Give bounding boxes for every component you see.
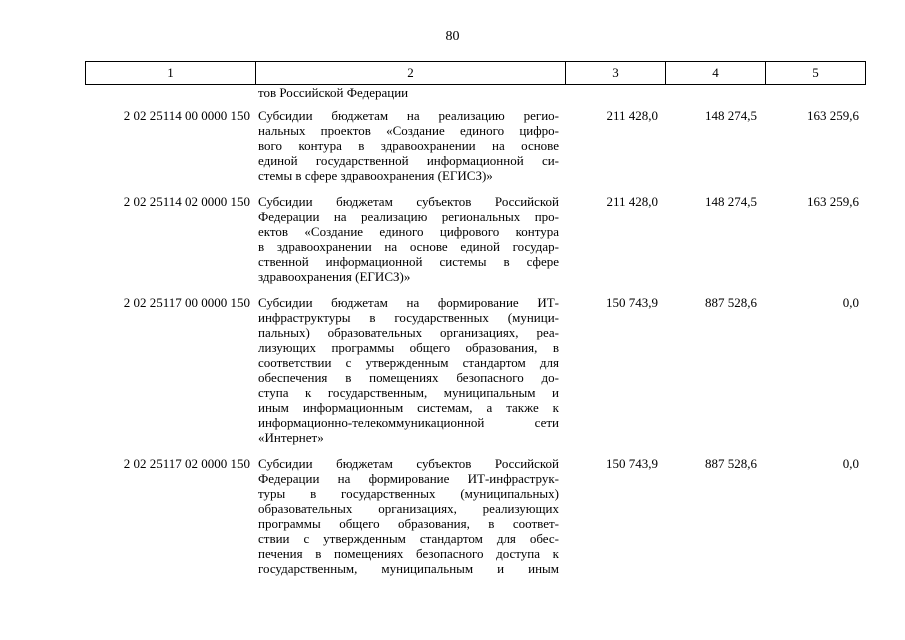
cell-value-4 (665, 85, 765, 100)
name-line: Федерации на формирование ИТ-инфраструк- (258, 471, 559, 486)
name-line: стемы в сфере здравоохранения (ЕГИСЗ)» (258, 168, 493, 183)
name-line: Федерации на реализацию региональных про- (258, 209, 559, 224)
name-line: пальных) образовательных организациях, реа- (258, 325, 559, 340)
name-line: тов Российской Федерации (258, 85, 409, 100)
table-row (85, 108, 865, 183)
name-line: печения в помещениях безопасного доступа к (258, 546, 559, 561)
name-line: «Интернет» (258, 430, 324, 445)
cell-value-4: 887 528,6 (705, 295, 757, 310)
name-line: Субсидии бюджетам субъектов Российской (258, 456, 559, 471)
cell-name (255, 456, 565, 576)
name-line: ствии с утвержденным стандартом для обес- (258, 531, 559, 546)
name-line: ственной информационной системы в сфере (258, 254, 559, 269)
cell-code: 2 02 25114 00 0000 150 (123, 108, 250, 123)
cell-code: 2 02 25117 02 0000 150 (123, 456, 250, 471)
column-number-1: 1 (86, 62, 256, 85)
cell-value-3 (565, 85, 665, 100)
name-line: туры в государственных (муниципальных) (258, 486, 559, 501)
cell-name (255, 108, 565, 183)
name-line: лизующих программы общего образования, в (258, 340, 559, 355)
cell-name (255, 194, 565, 284)
column-number-3: 3 (566, 62, 666, 85)
cell-value-3: 150 743,9 (606, 456, 658, 471)
cell-name (255, 295, 565, 445)
cell-value-4: 148 274,5 (705, 108, 757, 123)
cell-value-3: 211 428,0 (606, 194, 658, 209)
cell-value-5: 163 259,6 (807, 108, 859, 123)
table-row (85, 194, 865, 284)
name-line: государственным, муниципальным и иным (258, 561, 559, 576)
cell-code: 2 02 25117 00 0000 150 (123, 295, 250, 310)
name-line: ступа к государственным, муниципальным и (258, 385, 559, 400)
name-line: информационно-телекоммуникационной сети (258, 415, 559, 430)
table-column-header (85, 61, 866, 85)
table-row-continuation (85, 85, 865, 100)
table-row (85, 456, 865, 576)
name-line: вого контура в здравоохранении на основе (258, 138, 559, 153)
column-number-4: 4 (666, 62, 766, 85)
table-row (85, 295, 865, 445)
name-line: Субсидии бюджетам на формирование ИТ- (258, 295, 559, 310)
name-line: ектов «Создание единого цифрового контура (258, 224, 559, 239)
name-line: здравоохранения (ЕГИСЗ)» (258, 269, 411, 284)
cell-code (85, 85, 255, 100)
cell-value-5: 0,0 (842, 295, 859, 310)
page-number: 80 (445, 29, 460, 44)
column-number-5: 5 (766, 62, 866, 85)
cell-value-5: 0,0 (842, 456, 859, 471)
cell-value-4: 887 528,6 (705, 456, 757, 471)
table-body (85, 85, 865, 576)
name-line: соответствии с утвержденным стандартом для (258, 355, 559, 370)
name-line: обеспечения в помещениях безопасного до- (258, 370, 559, 385)
cell-name (255, 85, 565, 100)
name-line: иным информационным системам, а также к (258, 400, 559, 415)
cell-code: 2 02 25114 02 0000 150 (123, 194, 250, 209)
name-line: нальных проектов «Создание единого цифро- (258, 123, 559, 138)
name-line: образовательных организациях, реализующих (258, 501, 559, 516)
cell-value-4: 148 274,5 (705, 194, 757, 209)
name-line: инфраструктуры в государственных (муници- (258, 310, 559, 325)
name-line: в здравоохранении на основе единой государ- (258, 239, 559, 254)
name-line: единой государственной информационной си- (258, 153, 559, 168)
name-line: программы общего образования, в соответ- (258, 516, 559, 531)
name-line: Субсидии бюджетам на реализацию регио- (258, 108, 559, 123)
cell-value-5 (765, 85, 865, 100)
cell-value-5: 163 259,6 (807, 194, 859, 209)
cell-value-3: 211 428,0 (606, 108, 658, 123)
cell-value-3: 150 743,9 (606, 295, 658, 310)
column-number-2: 2 (256, 62, 566, 85)
name-line: Субсидии бюджетам субъектов Российской (258, 194, 559, 209)
